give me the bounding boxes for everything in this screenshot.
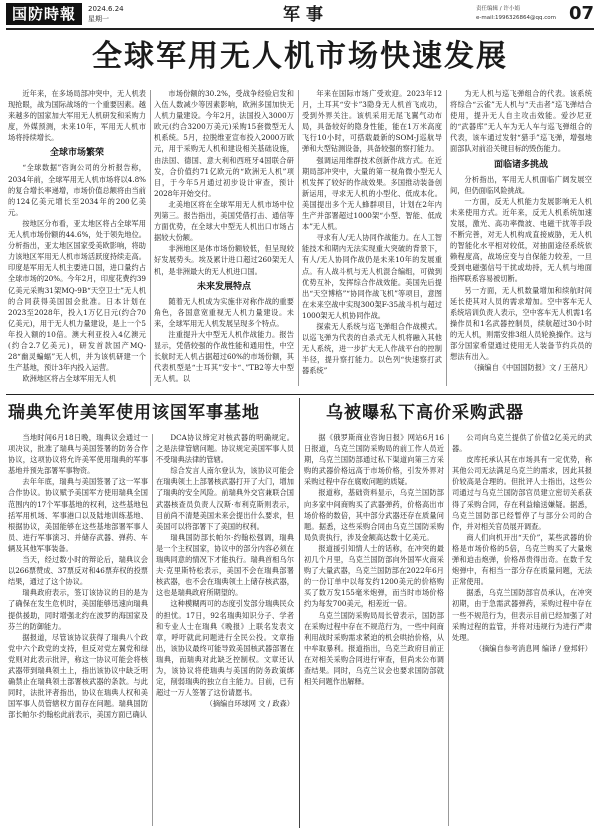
right-story-column-1 (304, 432, 444, 828)
masthead (6, 3, 594, 27)
section-title: 军事 (283, 5, 329, 25)
paragraph: 报道援引知情人士的话称，在冲突的最初几个月里，乌克兰国防部向外国军火商采购了大量武器，乌克兰国防部在2022年6月的一份订单中以每发约1200美元的价格购买了数万发155毫米炮弹，而当时市场价格约为每发700美元，相差近一倍。 (304, 543, 444, 609)
paragraph: 瑞典国防部长帕尔·约翰松强调，瑞典是一个主权国家，协议中的部分内容必须在瑞典同意的情况下才能执行。瑞典首相乌尔夫·克里斯特松表示，美国不会在瑞典部署核武器，也不会在瑞典领土上储存核武器，这也是瑞典政府所期望的。 (156, 532, 294, 598)
subheading: 未来发展特点 (196, 281, 251, 292)
left-story-column-2 (156, 432, 294, 828)
paragraph: 综合发言人南尔登认为，该协议可能会在瑞典领土上部署核武器打开了大门，增加了瑞典的安全风险。前瑞典外交官兼联合国武器核查员负责人汉斯·布利克斯则表示，目前尚不清楚美国未来会提出什么要求，但美国可以将部署下了美国的权利。 (156, 466, 294, 531)
paragraph: 非洲地区是体市场份额较低，但呈现较好发展势头。埃及累计进口超过260架无人机，是非洲最大的无人机进口国。 (154, 244, 294, 276)
paragraph: 市场份额的30.2%，受战争经验启发和入伍人数减少等因素影响，欧洲多国加快无人机力量建设。今年2月，法国投入3000万欧元(约合3200万美元)采购15套微型无人机系统。5月，拉脱维亚宣布投入2000万欧元，用于采购无人机和建设相关基础设施，由法国、德国、意大利和西班牙4国联合研发，合价值约71亿欧元的“欧洲无人机”项目，于今年5月通过初步设计审查，预计2028年开始交付。 (154, 89, 294, 198)
right-story-headline: 乌被曝私下高价采购武器 (326, 403, 524, 423)
paragraph: 据报道，尽管该协议获得了瑞典八个政党中六个政党的支持，但反对党左翼党和绿党则对此表示批评，称这一协议可能会将核武器带到瑞典领土上，指出该协议中缺乏明确禁止在瑞典领土部署核武器的条款。与此同时，法批评者指出，协议在瑞典人权和美国军事人员管辖权方面存在问题。瑞典国防部长帕尔·约翰松此前表示，美国方面已确认 (8, 632, 148, 720)
left-story-headline: 瑞典允许美军使用该国军事基地 (8, 403, 260, 423)
editor-name: 责任编辑 / 许小娟 (476, 6, 520, 12)
paragraph: 按地区分布看，亚太地区将占全球军用无人机市场份额的44.6%，处于领先地位。分析指出，亚太地区国家受美欧影响，将助力该地区军用无人机市场活跃度持续走高。印度是军用无人机主要进口国，进口量约占全球市场的20%。今年2月，印度花费约39亿美元采购31架MQ-9B“天空卫士”无人机的合同获得美国国会批准。日本计划在2023至2028年，投入1万亿日元(约合70亿美元)，用于无人机力量建设，是上一个5年投入额的10倍。澳大利亚投入4亿澳元(约合2.7亿美元)，研发首款国产MQ-28“幽灵蝙蝠”无人机，并为该机研建一个生产基地，预计3年内投入运营。 (8, 218, 146, 373)
top-story-column-2 (154, 88, 294, 388)
paragraph: 探索无人系统与巡飞弹组合作战模式。以巡飞弹为代表的自杀式无人机将融入其他无人系统，进一步扩大无人作战平台的控制半径，提升察打能力。以色列“快速察打武器系统” (302, 321, 442, 376)
paragraph: 这种模糊两可的态度引发部分瑞典民众的担忧。17日，92名瑞典知识分子、学者和专业人士在瑞典《晚报》上联名发表文章，呼吁就此问题进行全民公投。文章指出，该协议最终可能导致美国核武器部署在瑞典，而瑞典对此缺乏控制权。文章还认为，该协议将使瑞典与美国的防务政策绑定，削弱瑞典的独立自主能力。目前，已有超过一万人签署了这份请愿书。 (156, 599, 294, 698)
paragraph: 年来在国际市场广受欢迎。2023年12月，土耳其“安卡”3隐身无人机首飞成功，受到外界关注。该机采用无尾飞翼气动布局，具备较好的隐身性能，能在1万米高度飞行10小时，可搭载最新的SOM-J巡航导弹和大型钻测设备，具备较强的察打能力。 (302, 89, 442, 154)
newspaper-logo: 国防時報 (6, 3, 82, 25)
left-story-column-1 (8, 432, 148, 828)
story-divider (299, 398, 300, 828)
paragraph: 商人们向机开出“天价”，某些武器的价格是市场价格的5倍，乌克兰购买了大量炮弹和迫击炮弹，价格昂贵得出奇。在数千发炮弹中，有相当一部分存在质量问题，无法正常使用。 (452, 532, 592, 587)
masthead-rule (6, 28, 594, 30)
issue-date (88, 4, 124, 24)
column-divider (448, 434, 449, 826)
right-story-column-2 (452, 432, 592, 828)
paragraph: 据《俄罗斯商业咨询日报》网站6月16日报道，乌克兰国防采购局的前工作人员近期，乌克兰国防部通过私下渠道向第三方采购的武器价格远高于市场价格，引发外界对采购过程中存在腐败问题的质疑。 (304, 433, 444, 487)
paragraph: 寻求有人/无人协同作战能力。在人工智能技术和期内无法实现重大突破的背景下，有人/无人协同作战仍是未来10年的发展重点。有人战斗机与无人机混合编组，可做到优势互补，发挥综合作战效能。美国先后提出“天空博格”“协同作战飞机”等项目，意图在未来空战中实现300架F-35战斗机与超过1000架无人机协同作战。 (302, 233, 442, 320)
paragraph: 另一方面，无人机数量增加和续航时间延长使其对人员的需求增加。空中客车无人系统培训负责人表示，空中客车无人机需1名操作员和1名武器控制员，续航超过30小时的无人机，则需安排3组人员轮换操作。这与部分国家希望通过使用无人装备节约兵员的想法有出入。 (450, 285, 592, 362)
paragraph: 据悉，乌克兰国防部官员承认，在冲突初期，由于急需武器弹药，采购过程中存在一些不规范行为，但表示目前已经加强了对采购过程的监管，并将对违规行为进行严肃处理。 (452, 588, 592, 642)
weekday-text: 星期一 (88, 15, 109, 23)
subheading: 面临诸多挑战 (493, 159, 548, 170)
column-divider (152, 434, 153, 826)
paragraph: 近年来，在多场局部冲突中，无人机表现抢眼，战为国际战场的一个重要因素。越来越多的国家加大军用无人机研发和采购力度，外媒预测，未来10年，军用无人机市场将持续增长。 (8, 89, 146, 143)
column-divider (446, 90, 447, 386)
paragraph: 为无人机与巡飞弹组合的代表。该系统将综合“云雀”无人机与“天击者”巡飞弹结合使用，提升无人自主攻击效能。爱沙尼亚的“武器库”无人车为无人车与巡飞弹组合的代表，该车通过发射“猎手”巡飞弹，增强地面部队对前沿关键目标的毁伤能力。 (450, 89, 592, 154)
paragraph: DCA协议缔定对核武器的明确规定。之是法律管辖问题。协议规定美国军事人员不受瑞典法律的管辖。 (156, 433, 294, 465)
paragraph: 当地时间6月18日晚，瑞典议会通过一项决议，批准了瑞典与美国签署的防务合作协议，这项协议将允许美军使用瑞典的军事基地并预先部署军事物资。 (8, 433, 148, 476)
subheading: 全球市场繁荣 (49, 148, 104, 159)
column-divider (150, 90, 151, 386)
paragraph: 欧洲地区将占全球军用无人机 (22, 374, 116, 384)
byline: （摘编自环球网 文 / 政森） (205, 699, 294, 709)
paragraph: 去年年底，瑞典与美国签署了这一军事合作协议。协议赋予美国军方使用瑞典全国范围内的17个军事基地的权利，这些基地包括军用机场、军事港口以及陆地训练基地、根据协议，美国能够在这些基地部署军事人员、进行军事演习、并储存武器、弹药、车辆及其他军事装备。 (8, 477, 148, 553)
paragraph: 乌克兰国防采购局局长曾表示，国防部在采购过程中存在不规范行为，一些中间商利用战时采购需求紧迫的机会哄抬价格，从中牟取暴利。报道指出，乌克兰政府目前正在对相关采购合同进行审查，但尚未公布调查结果。同时，乌克兰议会也要求国防部就相关问题作出解释。 (304, 610, 444, 687)
paragraph: 一方面，反无人机能力发展影响无人机未来使用方式。近年来，反无人机系统加速发展，激光、高功率微波、电磁干扰等手段不断完善，对无人机构成直接威胁，无人机的智能化水平相对较低，对抽面途径系统依赖程度高，战场应变与自保能力较差，一旦受到电磁强信号干扰或劫持，无人机与地面指挥联系容易被切断。 (450, 196, 592, 284)
date-text: 2024.6.24 (88, 5, 124, 13)
page-number: 07 (568, 3, 594, 24)
column-divider (298, 90, 299, 386)
top-story-headline: 全球军用无人机市场快速发展 (92, 39, 508, 74)
byline: （摘编自参考消息网 编译 / 登邦轩） (474, 643, 592, 653)
paragraph: 瑞典政府表示，签订该协议的目的是为了确保在发生危机时，美国能够迅速向瑞典提供援助，同时增强北约在波罗的海国家及芬兰的防御能力。 (8, 588, 148, 631)
paragraph: “全球数据”咨询公司的分析报告称，2034年前，全球军用无人机市场将以4.8%的复合增长率递增，市场价值总额将由当前的124亿美元增长至2034年的200亿美元。 (8, 163, 146, 217)
editor-email: e-mail:1996326864@qq.com (476, 15, 556, 21)
editor-info (476, 5, 562, 23)
paragraph: 皮库托承认其在市场具有一定优势，称其他公司无法满足乌克兰的需求，因此其报价较高是合理的。但批评人士指出，这些公司通过与乌克兰国防部官员建立密切关系获得了采购合同，存在利益输送嫌疑。据悉，乌克兰国防部已经暂停了与部分公司的合作，并对相关官员展开调查。 (452, 455, 592, 531)
paragraph: 随着无人机成为实施非对称作战的重要角色，各国意宽重视无人机力量建设。未来，全球军用无人机发展呈现多个特点。 (154, 296, 294, 328)
top-story-column-4 (450, 88, 592, 388)
top-story-column-1 (8, 88, 146, 388)
paragraph: 分析指出，军用无人机面临广阔发展空间，但仍面临风险挑战。 (450, 174, 592, 195)
story-separator (6, 394, 594, 395)
paragraph: 报道称，基础资料显示，乌克兰国防部向多家中间商购买了武器弹药，价格高出市场价格的数倍，其中部分武器还存在质量问题。据悉，这些采购合同由乌克兰国防采购局负责执行，涉及金额高达数十亿美元。 (304, 488, 444, 542)
top-story-column-3 (302, 88, 442, 388)
byline: （摘编自《中国国防报》文 / 王蓓凡） (470, 363, 592, 373)
paragraph: 强调运用维群技术创新作战方式。在近期局部冲突中，大量的第一视角微小型无人机发挥了较好的作战效果。多国推动装备创新运用，寻求无人机的小型化、低成本化。美国提出多个无人蜂群项目，计划在2年内生产并部署超过1000架“小型、智能、低成本”无人机。 (302, 155, 442, 232)
paragraph: 公司向乌克兰提供了价值2亿美元的武器。 (452, 433, 592, 454)
paragraph: 北美地区将在全球军用无人机市场中位列第三。报告指出，美国凭借打击、通信等方面优势，在全球大中型无人机出口市场占据较大份额。 (154, 199, 294, 243)
paragraph: 当天，经过数小时的辩论后，瑞典议会以266票赞成、37票反对和46票弃权的投票结果，通过了这个协议。 (8, 555, 148, 587)
paragraph: 注重提升大中型无人机作战能力。报告显示，凭借较强的作战性能和通用性，中空长航时无人机占据超过60%的市场份额，其代表机型是“士耳其”安卡“、”TB2等大中型无人机。以 (154, 329, 294, 384)
